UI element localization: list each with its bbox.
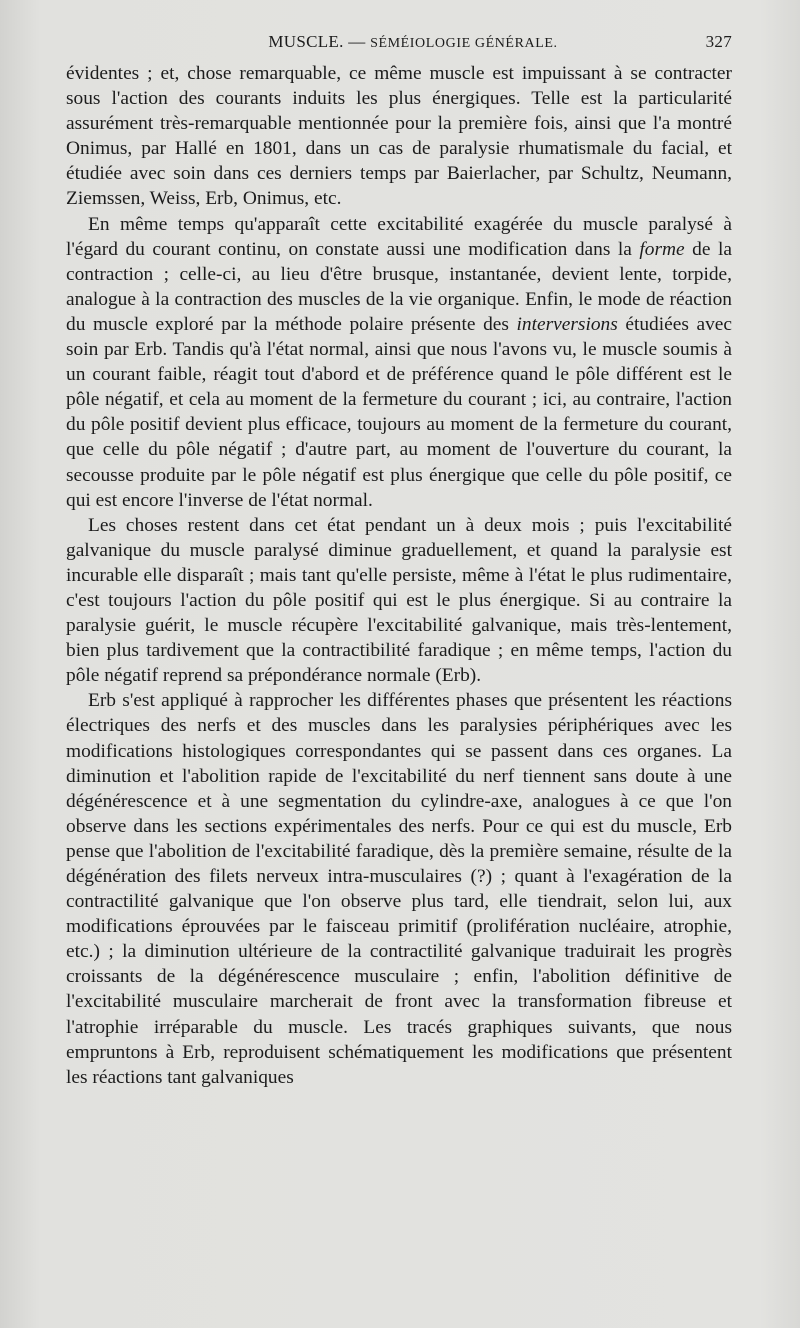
emphasis-forme: forme [639,238,685,260]
page-header [66,32,732,54]
paragraph-2 [66,212,732,513]
paragraph-text: évidentes ; et, chose remarquable, ce même muscle est impuissant à se contracter sous l'action des courants induits les plus énergiques. Telle est la particularité assurément très-remarquable mentionnée pour la première fois, ainsi que l'a montré Onimus, par Hallé en 1801, dans un cas de paralysie rhumatismale du facial, et étudiée avec soin dans ces derniers temps par Baierlacher, par Schultz, Neumann, Ziemssen, Weiss, Erb, Onimus, etc. [66,63,732,210]
running-head [66,32,732,52]
paragraph-text: étudiées avec soin par Erb. Tandis qu'à l'état normal, ainsi que nous l'avons vu, le muscle soumis à un courant faible, réagit tout d'abord et de préférence quand le pôle différent est le pôle négatif, et cela au moment de la fermeture du courant ; ici, au contraire, l'action du pôle positif devient plus efficace, toujours au moment de la fermeture du courant, que celle du pôle négatif ; d'autre part, au moment de l'ouverture du courant, la secousse produite par le pôle négatif est plus énergique que celle du pôle positif, ce qui est encore l'inverse de l'état normal. [66,313,732,511]
paragraph-text: Erb s'est appliqué à rapprocher les différentes phases que présentent les réactions électriques des nerfs et des muscles dans les paralysies périphériques avec les modifications histologiques correspondantes qui se passent dans ces organes. La diminution et l'abolition rapide de l'excitabilité du nerf tiennent sans doute à une dégénérescence et à une segmentation du cylindre-axe, analogues à ce que l'on observe dans les sections expérimentales des nerfs. Pour ce qui est du muscle, Erb pense que l'abolition de l'excitabilité faradique, dès la première semaine, résulte de la dégénération des filets nerveux intra-musculaires (?) ; quant à l'exagération de la contractilité galvanique que l'on observe plus tard, elle tiendrait, selon lui, aux modifications éprouvées par le faisceau primitif (prolifération nucléaire, atrophie, etc.) ; la diminution ultérieure de la contractilité galvanique traduirait les progrès croissants de la dégénérescence musculaire ; enfin, l'abolition définitive de l'excitabilité musculaire marcherait de front avec la transformation fibreuse et l'atrophie irréparable du muscle. Les tracés graphiques suivants, que nous empruntons à Erb, reproduisent schématiquement les modifications que présentent les réactions tant galvaniques [66,690,732,1088]
paragraph-1 [66,61,732,212]
paragraph-4 [66,688,732,1090]
paragraph-3 [66,513,732,689]
page-number: 327 [705,32,732,51]
emphasis-interversions: interversions [516,313,618,335]
paragraph-text: En même temps qu'apparaît cette excitabilité exagérée du muscle paralysé à l'égard du courant continu, on constate aussi une modification dans la [66,213,732,260]
paragraph-text: de la contraction ; celle-ci, au lieu d'être brusque, instantanée, devient lente, torpide, analogue à la contraction des muscles de la vie organique. Enfin, le mode de réaction du muscle exploré par la méthode polaire présente des [66,238,732,335]
running-head-separator: — [343,32,371,51]
running-head-subtitle: SÉMÉIOLOGIE GÉNÉRALE. [370,36,558,51]
body-text [66,61,732,1090]
paragraph-text: Les choses restent dans cet état pendant un à deux mois ; puis l'excitabilité galvanique du muscle paralysé diminue graduellement, et quand la paralysie est incurable elle disparaît ; mais tant qu'elle persiste, même à l'état le plus rudimentaire, c'est toujours l'action du pôle positif qui est le plus énergique. Si au contraire la paralysie guérit, le muscle récupère l'excitabilité galvanique, mais très-lentement, bien plus tardivement que la contractibilité faradique ; en même temps, l'action du pôle négatif reprend sa prépondérance normale (Erb). [66,514,732,687]
running-head-title: MUSCLE. [268,32,344,51]
